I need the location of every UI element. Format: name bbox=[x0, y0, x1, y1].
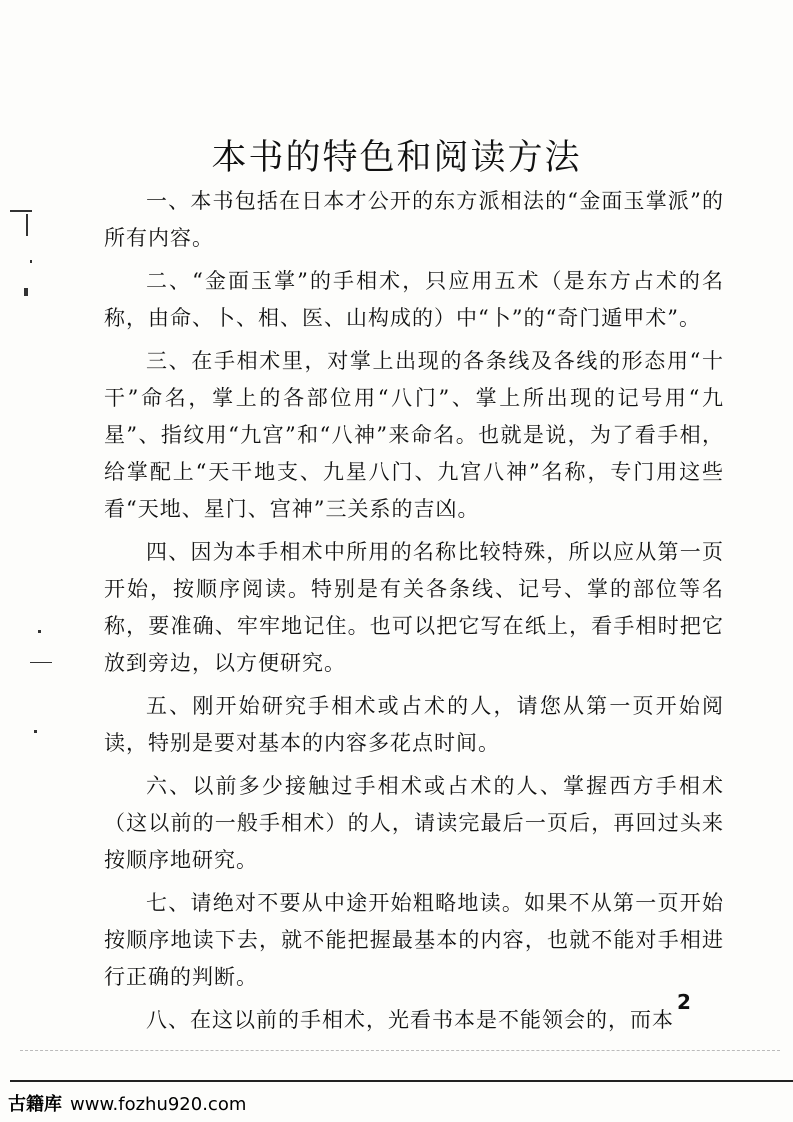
paragraph-1: 一、本书包括在日本才公开的东方派相法的“金面玉掌派”的所有内容。 bbox=[104, 189, 724, 250]
paragraph-3: 三、在手相术里，对掌上出现的各条线及各线的形态用“十干”命名，掌上的各部位用“八门”、掌上所出现的记号用“九星”、指纹用“九宫”和“八神”来命名。也就是说，为了看手相，给掌配上“天干地支、九星八门、九宫八神”名称，专门用这些看“天地、星门、宫神”三关系的吉凶。 bbox=[104, 349, 724, 521]
scan-speck bbox=[30, 662, 52, 663]
scan-speck bbox=[38, 630, 41, 633]
scan-speck bbox=[34, 730, 37, 733]
bottom-divider bbox=[10, 1080, 793, 1082]
paragraph-8: 八、在这以前的手相术，光看书本是不能领会的，而本 bbox=[146, 1008, 674, 1032]
paragraph-7: 七、请绝对不要从中途开始粗略地读。如果不从第一页开始按顺序地读下去，就不能把握最基本的内容，也就不能对手相进行正确的判断。 bbox=[104, 891, 724, 989]
body-text bbox=[104, 183, 724, 1045]
paragraph-4: 四、因为本手相术中所用的名称比较特殊，所以应从第一页开始，按顺序阅读。特别是有关各条线、记号、掌的部位等名称，要准确、牢牢地记住。也可以把它写在纸上，看手相时把它放到旁边，以方便研究。 bbox=[104, 540, 724, 675]
page-number: 2 bbox=[677, 990, 691, 1014]
paragraph-6: 六、以前多少接触过手相术或占术的人、掌握西方手相术（这以前的一般手相术）的人，请读完最后一页后，再回过头来按顺序地研究。 bbox=[104, 774, 724, 872]
scan-dotted-line bbox=[20, 1050, 780, 1052]
paragraph-2: 二、“金面玉掌”的手相术，只应用五术（是东方占术的名称，由命、卜、相、医、山构成的）中“卜”的“奇门遁甲术”。 bbox=[104, 269, 724, 330]
page-title: 本书的特色和阅读方法 bbox=[211, 138, 582, 178]
watermark-footer bbox=[8, 1090, 246, 1116]
site-name: 古籍库 bbox=[8, 1094, 62, 1115]
site-url[interactable]: www.fozhu920.com bbox=[70, 1094, 247, 1115]
paragraph-5: 五、刚开始研究手相术或占术的人，请您从第一页开始阅读，特别是要对基本的内容多花点时间。 bbox=[104, 694, 724, 755]
scan-margin-marks bbox=[10, 210, 50, 320]
